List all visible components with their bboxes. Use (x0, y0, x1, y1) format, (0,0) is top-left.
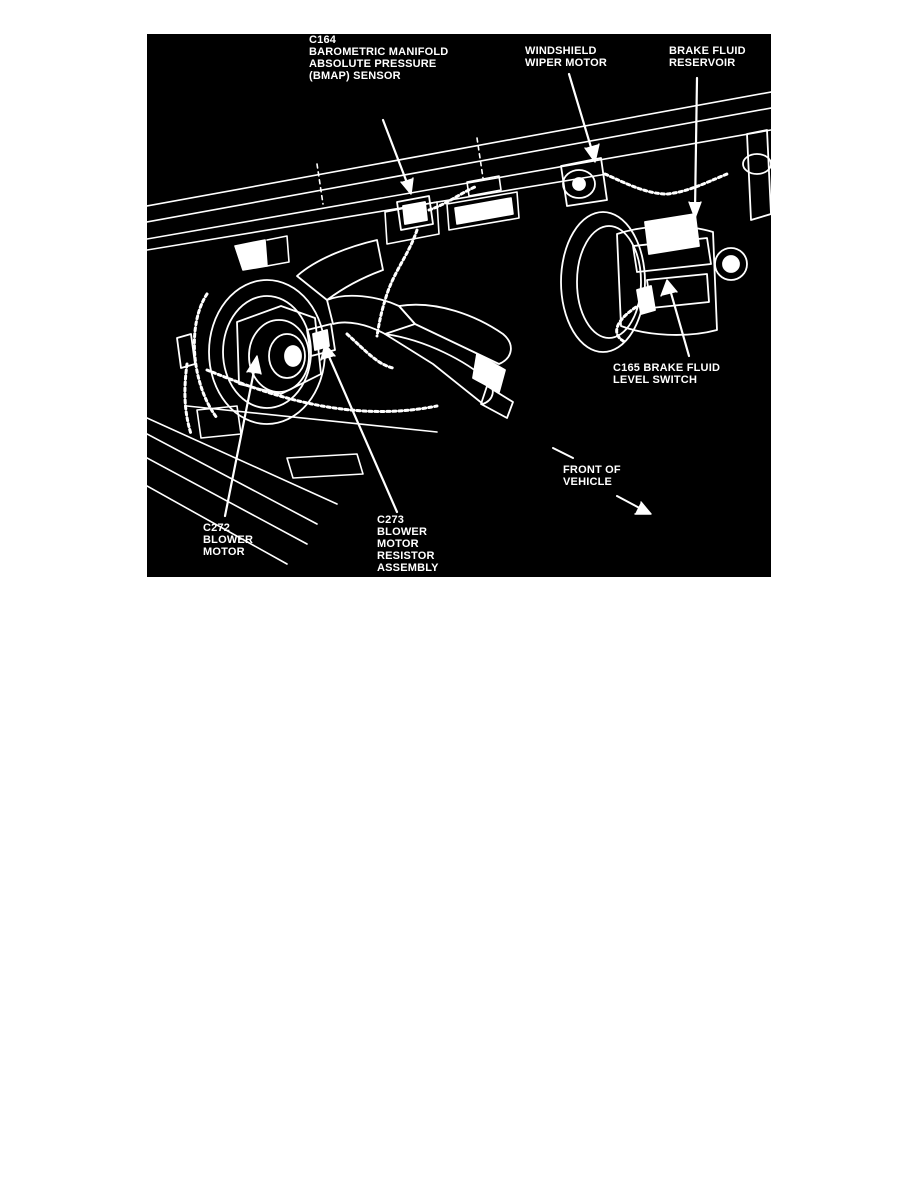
wiper-motor (561, 130, 771, 220)
callout-leaders (225, 74, 701, 516)
blower-resistor-label: C273 BLOWER MOTOR RESISTOR ASSEMBLY (377, 514, 439, 574)
brake-level-switch-label: C165 BRAKE FLUID LEVEL SWITCH (613, 362, 721, 386)
wiper-motor-label: WINDSHIELD WIPER MOTOR (525, 45, 608, 69)
component-location-diagram (147, 34, 771, 577)
front-of-vehicle-label: FRONT OF VEHICLE (563, 464, 621, 488)
brake-booster (561, 212, 747, 352)
cowl-brackets (235, 176, 519, 270)
blower-motor-label: C272 BLOWER MOTOR (203, 522, 254, 558)
bmap-sensor-label: C164 BAROMETRIC MANIFOLD ABSOLUTE PRESSURE (BMAP) SENSOR (309, 34, 449, 82)
brake-reservoir-leader (695, 78, 697, 210)
brake-reservoir-label: BRAKE FLUID RESERVOIR (669, 45, 746, 69)
brake-level-switch-leader (669, 286, 689, 356)
blower-housing (297, 240, 513, 418)
engine-compartment-drawing (147, 34, 771, 577)
blower-resistor-leader (327, 352, 397, 512)
blower-motor-leader (225, 366, 255, 516)
